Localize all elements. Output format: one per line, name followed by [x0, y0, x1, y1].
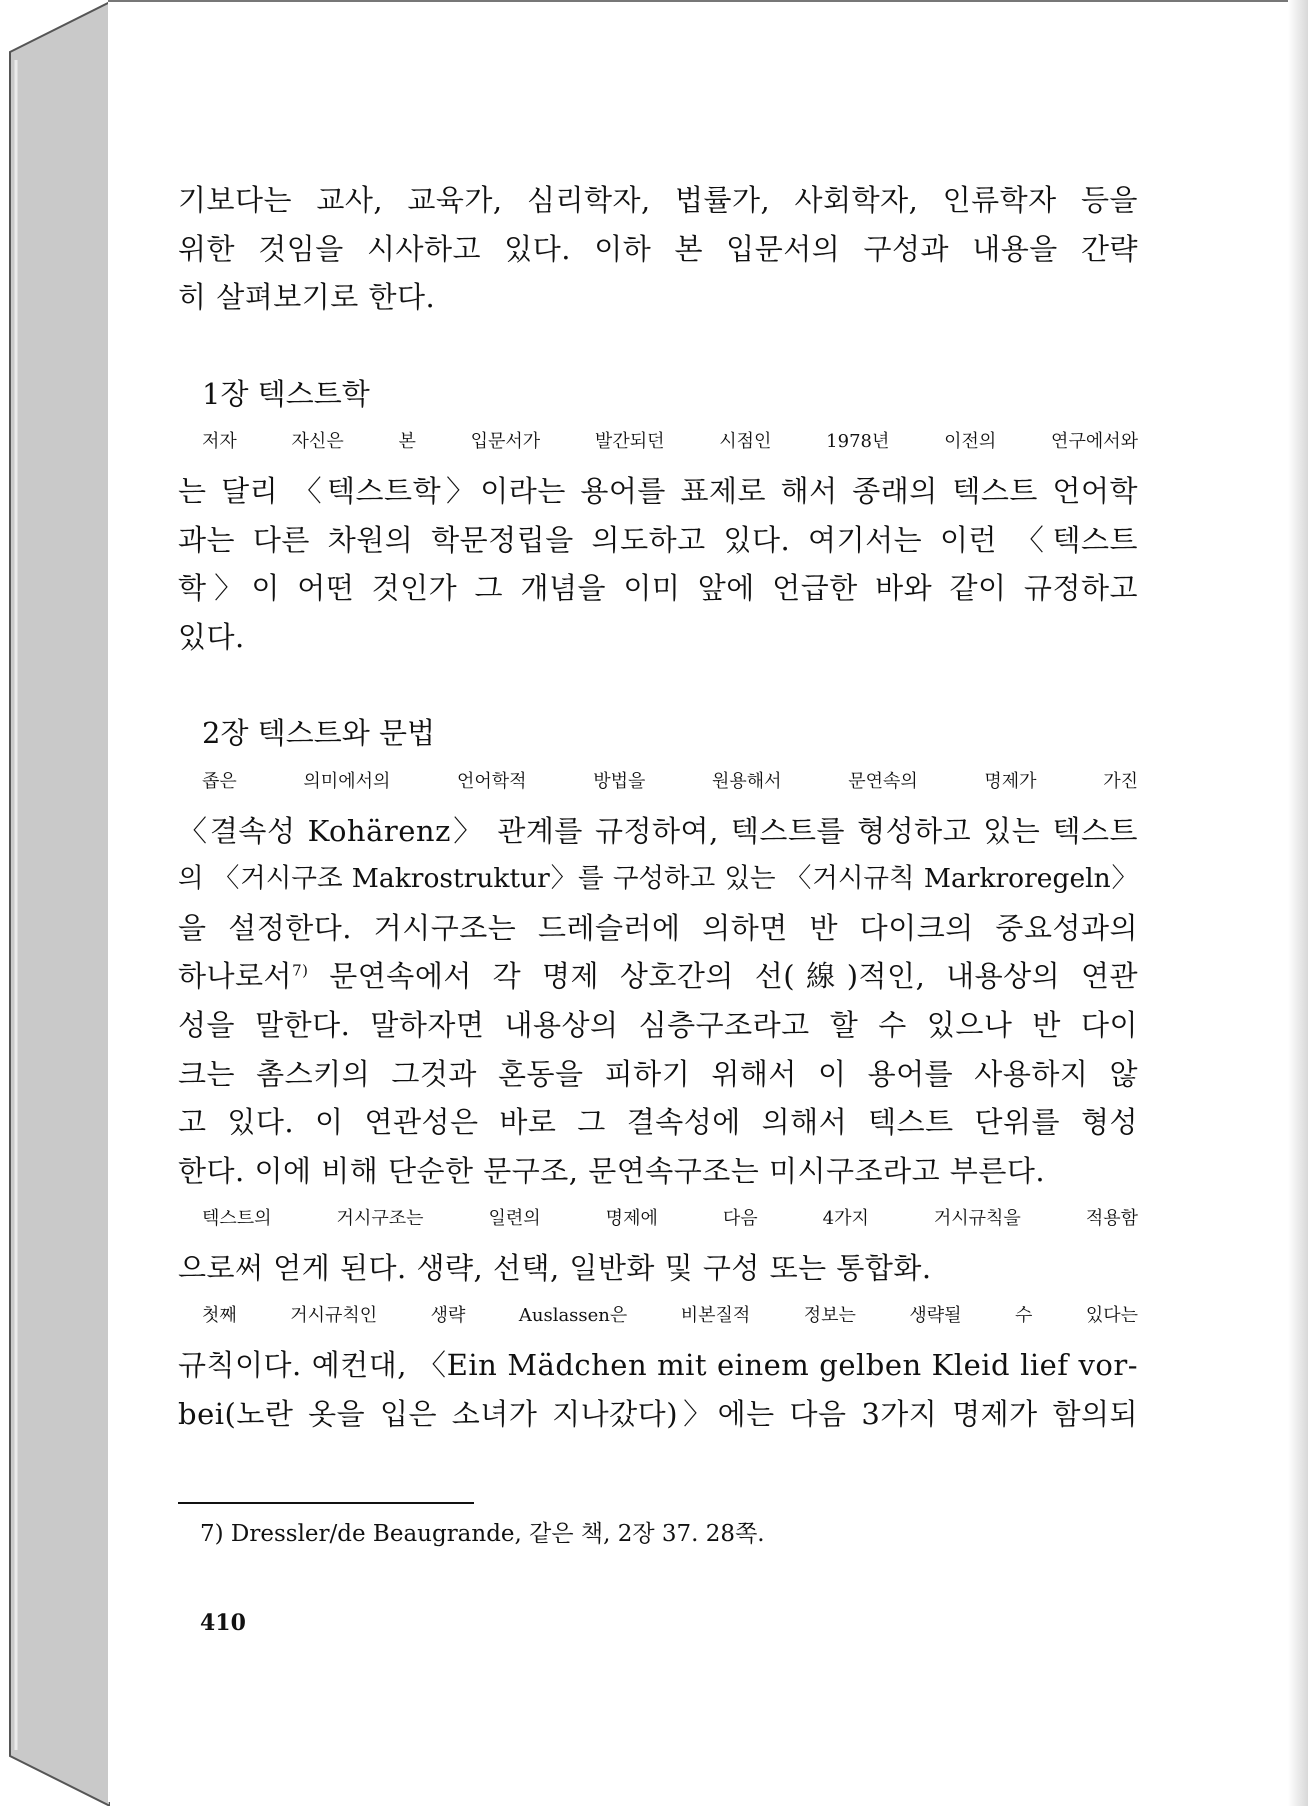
chapter-1-paragraph	[178, 418, 1138, 661]
text-line: 텍스트의 거시구조는 일련의 명제에 다음 4가지 거시규칙을 적용함	[202, 1208, 1138, 1230]
chapter-2-paragraph-2	[178, 1195, 1138, 1292]
intro-paragraph	[178, 176, 1138, 322]
footnote-marker: 7)	[292, 961, 309, 980]
text-line: 한다. 이에 비해 단순한 문구조, 문연속구조는 미시구조라고 부른다.	[178, 1153, 1046, 1188]
text-line: 있다.	[178, 619, 245, 654]
text-line-with-footnote	[178, 952, 1138, 1001]
page-number: 410	[200, 1610, 246, 1636]
text-line: 〈결속성 Kohärenz〉 관계를 규정하여, 텍스트를 형성하고 있는 텍스트	[178, 813, 1138, 848]
text-line: 의 〈거시구조 Makrostruktur〉를 구성하고 있는 〈거시규칙 Markroregeln〉	[178, 863, 1138, 895]
page-body	[178, 176, 1138, 1438]
text-line: 저자 자신은 본 입문서가 발간되던 시점인 1978년 이전의 연구에서와	[202, 431, 1138, 453]
text-line: 으로써 얻게 된다. 생략, 선택, 일반화 및 구성 또는 통합화.	[178, 1250, 932, 1285]
text-line: 좁은 의미에서의 언어학적 방법을 원용해서 문연속의 명제가 가진	[202, 770, 1138, 792]
chapter-2-paragraph-3	[178, 1292, 1138, 1438]
chapter-1-heading: 1장 텍스트학	[202, 376, 370, 411]
text-line: 규칙이다. 예컨대, 〈Ein Mädchen mit einem gelben Kleid lief vor-	[178, 1348, 1138, 1383]
chapter-2-paragraph-1	[178, 758, 1138, 1195]
chapter-2-heading: 2장 텍스트와 문법	[202, 716, 435, 751]
text-line: 학〉이 어떤 것인가 그 개념을 이미 앞에 언급한 바와 같이 규정하고	[178, 571, 1138, 606]
footnote: 7) Dressler/de Beaugrande, 같은 책, 2장 37. 28쪽.	[200, 1521, 765, 1547]
text-line: 위한 것임을 시사하고 있다. 이하 본 입문서의 구성과 내용을 간략	[178, 231, 1138, 266]
text-line: bei(노란 옷을 입은 소녀가 지나갔다)〉에는 다음 3가지 명제가 함의되	[178, 1396, 1138, 1431]
text-line: 성을 말한다. 말하자면 내용상의 심층구조라고 할 수 있으나 반 다이	[178, 1007, 1138, 1042]
text-line: 과는 다른 차원의 학문정립을 의도하고 있다. 여기서는 이런 〈텍스트	[178, 522, 1138, 557]
text-segment: 하나로서	[178, 959, 293, 994]
book-spine	[0, 0, 110, 1806]
text-line: 크는 촘스키의 그것과 혼동을 피하기 위해서 이 용어를 사용하지 않	[178, 1056, 1138, 1091]
text-line: 고 있다. 이 연관성은 바로 그 결속성에 의해서 텍스트 단위를 형성	[178, 1105, 1138, 1140]
page-shadow	[1288, 0, 1308, 1806]
text-line: 히 살펴보기로 한다.	[178, 280, 436, 315]
text-line: 을 설정한다. 거시구조는 드레슬러에 의하면 반 다이크의 중요성과의	[178, 910, 1138, 945]
text-line: 첫째 거시규칙인 생략 Auslassen은 비본질적 정보는 생략될 수 있다는	[202, 1305, 1138, 1327]
text-line: 는 달리 〈텍스트학〉이라는 용어를 표제로 해서 종래의 텍스트 언어학	[178, 473, 1138, 508]
footnote-divider	[178, 1502, 474, 1504]
text-segment: 문연속에서 각 명제 상호간의 선(線)적인, 내용상의 연관	[308, 959, 1138, 994]
text-line: 기보다는 교사, 교육가, 심리학자, 법률가, 사회학자, 인류학자 등을	[178, 183, 1138, 217]
